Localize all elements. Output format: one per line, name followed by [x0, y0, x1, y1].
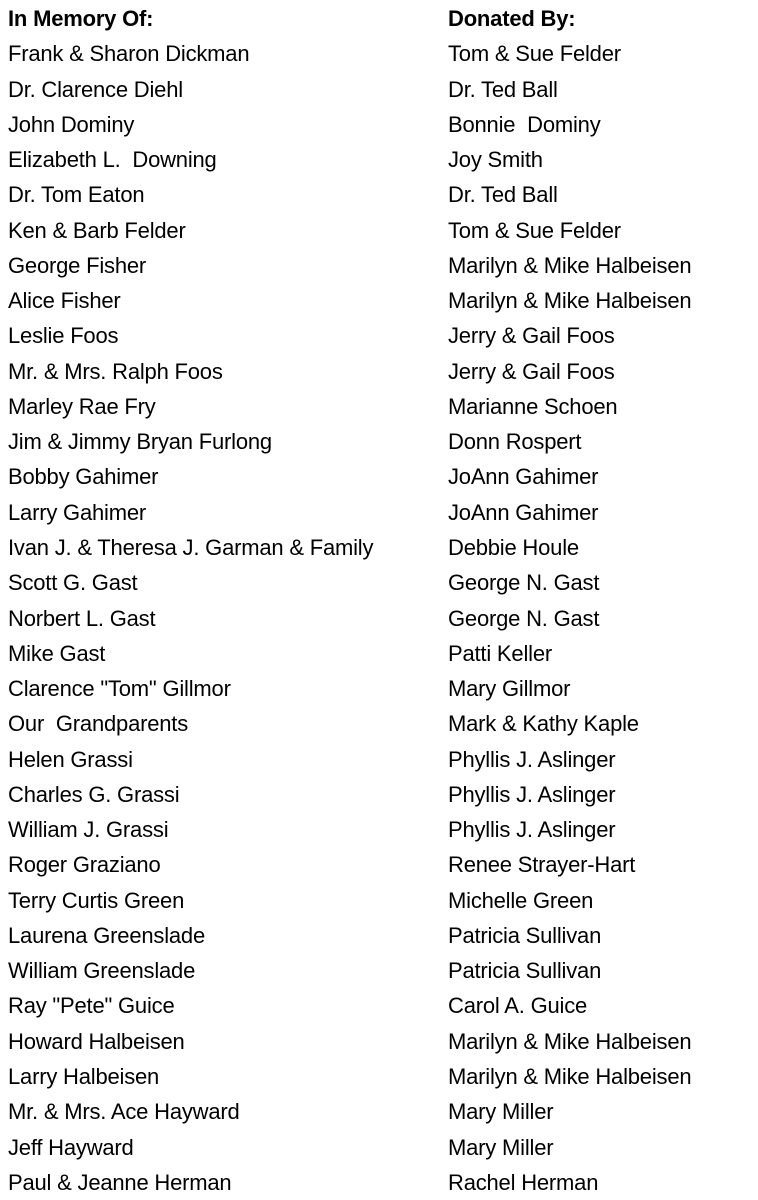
- donor-name: Patricia Sullivan: [448, 922, 602, 948]
- table-row: [8, 318, 758, 353]
- table-row: [8, 389, 758, 424]
- memorial-name: William Greenslade: [8, 958, 196, 984]
- memorial-name: Paul & Jeanne Herman: [8, 1169, 232, 1195]
- donor-name: Joy Smith: [448, 147, 543, 173]
- table-row: [8, 671, 758, 706]
- table-row: [8, 107, 758, 142]
- table-row: [8, 1094, 758, 1129]
- table-row: [8, 1130, 758, 1165]
- memorial-name: Mr. & Mrs. Ace Hayward: [8, 1099, 240, 1125]
- memorial-name: Mike Gast: [8, 640, 106, 666]
- memorial-name: George Fisher: [8, 252, 147, 278]
- table-row: [8, 601, 758, 636]
- memorial-name: Dr. Clarence Diehl: [8, 76, 183, 102]
- donor-name: Tom & Sue Felder: [448, 217, 621, 243]
- donor-name: Dr. Ted Ball: [448, 182, 558, 208]
- memorial-name: Ken & Barb Felder: [8, 217, 186, 243]
- donor-name: Patricia Sullivan: [448, 958, 602, 984]
- memorial-name: William J. Grassi: [8, 817, 169, 843]
- donor-name: Phyllis J. Aslinger: [448, 781, 616, 807]
- memorial-name: Frank & Sharon Dickman: [8, 41, 250, 67]
- donor-name: Mary Gillmor: [448, 676, 571, 702]
- donor-name: Marilyn & Mike Halbeisen: [448, 1028, 692, 1054]
- memorial-name: Charles G. Grassi: [8, 781, 180, 807]
- donor-column-header: Donated By:: [448, 6, 576, 31]
- table-row: [8, 812, 758, 847]
- memorial-name: Jim & Jimmy Bryan Furlong: [8, 429, 272, 455]
- table-row: [8, 988, 758, 1023]
- donor-name: Marianne Schoen: [448, 393, 618, 419]
- memorial-name: Ray "Pete" Guice: [8, 993, 175, 1019]
- memorial-name: Helen Grassi: [8, 746, 133, 772]
- donor-name: Patti Keller: [448, 640, 552, 666]
- table-row: [8, 354, 758, 389]
- memorial-name: Roger Graziano: [8, 852, 161, 878]
- table-row: [8, 213, 758, 248]
- table-row: [8, 1165, 758, 1200]
- table-row: [8, 636, 758, 671]
- memorial-name: Larry Gahimer: [8, 499, 146, 525]
- donor-name: Donn Rospert: [448, 429, 582, 455]
- memorial-name: Bobby Gahimer: [8, 464, 159, 490]
- table-row: [8, 424, 758, 459]
- memorial-name: Terry Curtis Green: [8, 887, 185, 913]
- table-row: [8, 248, 758, 283]
- memorial-name: Our Grandparents: [8, 711, 189, 737]
- donor-name: Jerry & Gail Foos: [448, 323, 615, 349]
- donor-name: Marilyn & Mike Halbeisen: [448, 252, 692, 278]
- table-row: [8, 142, 758, 177]
- memorial-name: Leslie Foos: [8, 323, 119, 349]
- memorial-name: Dr. Tom Eaton: [8, 182, 145, 208]
- memorial-name: Jeff Hayward: [8, 1134, 134, 1160]
- memorial-name: Norbert L. Gast: [8, 605, 156, 631]
- memorial-name: Marley Rae Fry: [8, 393, 156, 419]
- donor-name: Bonnie Dominy: [448, 111, 601, 137]
- memorial-name: Alice Fisher: [8, 288, 121, 314]
- table-row: [8, 459, 758, 494]
- table-row: [8, 918, 758, 953]
- donor-name: JoAnn Gahimer: [448, 499, 599, 525]
- donor-name: Dr. Ted Ball: [448, 76, 558, 102]
- donor-name: Carol A. Guice: [448, 993, 588, 1019]
- donor-name: Debbie Houle: [448, 534, 579, 560]
- memorial-name: Elizabeth L. Downing: [8, 147, 217, 173]
- table-row: [8, 495, 758, 530]
- donor-name: Marilyn & Mike Halbeisen: [448, 288, 692, 314]
- memorial-name: Howard Halbeisen: [8, 1028, 185, 1054]
- table-row: [8, 953, 758, 988]
- table-body: [8, 36, 758, 1200]
- table-row: [8, 283, 758, 318]
- table-row: [8, 1024, 758, 1059]
- table-row: [8, 36, 758, 71]
- donor-name: Tom & Sue Felder: [448, 41, 621, 67]
- donor-name: George N. Gast: [448, 570, 600, 596]
- memorial-name: Scott G. Gast: [8, 570, 138, 596]
- memorial-name: John Dominy: [8, 111, 135, 137]
- memorial-name: Clarence "Tom" Gillmor: [8, 676, 231, 702]
- donor-name: JoAnn Gahimer: [448, 464, 599, 490]
- table-row: [8, 777, 758, 812]
- table-row: [8, 883, 758, 918]
- memorial-column-header: In Memory Of:: [8, 6, 154, 31]
- table-row: [8, 530, 758, 565]
- table-row: [8, 565, 758, 600]
- table-row: [8, 1059, 758, 1094]
- donor-name: Jerry & Gail Foos: [448, 358, 615, 384]
- donor-name: George N. Gast: [448, 605, 600, 631]
- donor-name: Mark & Kathy Kaple: [448, 711, 639, 737]
- table-row: [8, 742, 758, 777]
- donor-name: Mary Miller: [448, 1099, 554, 1125]
- donor-name: Mary Miller: [448, 1134, 554, 1160]
- donor-name: Phyllis J. Aslinger: [448, 746, 616, 772]
- table-row: [8, 177, 758, 212]
- table-header-row: [8, 1, 758, 36]
- donor-name: Michelle Green: [448, 887, 594, 913]
- donor-name: Phyllis J. Aslinger: [448, 817, 616, 843]
- memorial-name: Ivan J. & Theresa J. Garman & Family: [8, 534, 374, 560]
- memorial-name: Laurena Greenslade: [8, 922, 205, 948]
- donor-name: Marilyn & Mike Halbeisen: [448, 1063, 692, 1089]
- table-row: [8, 706, 758, 741]
- memorial-name: Larry Halbeisen: [8, 1063, 160, 1089]
- donor-name: Rachel Herman: [448, 1169, 599, 1195]
- donor-name: Renee Strayer-Hart: [448, 852, 636, 878]
- table-row: [8, 72, 758, 107]
- table-row: [8, 847, 758, 882]
- memorial-name: Mr. & Mrs. Ralph Foos: [8, 358, 223, 384]
